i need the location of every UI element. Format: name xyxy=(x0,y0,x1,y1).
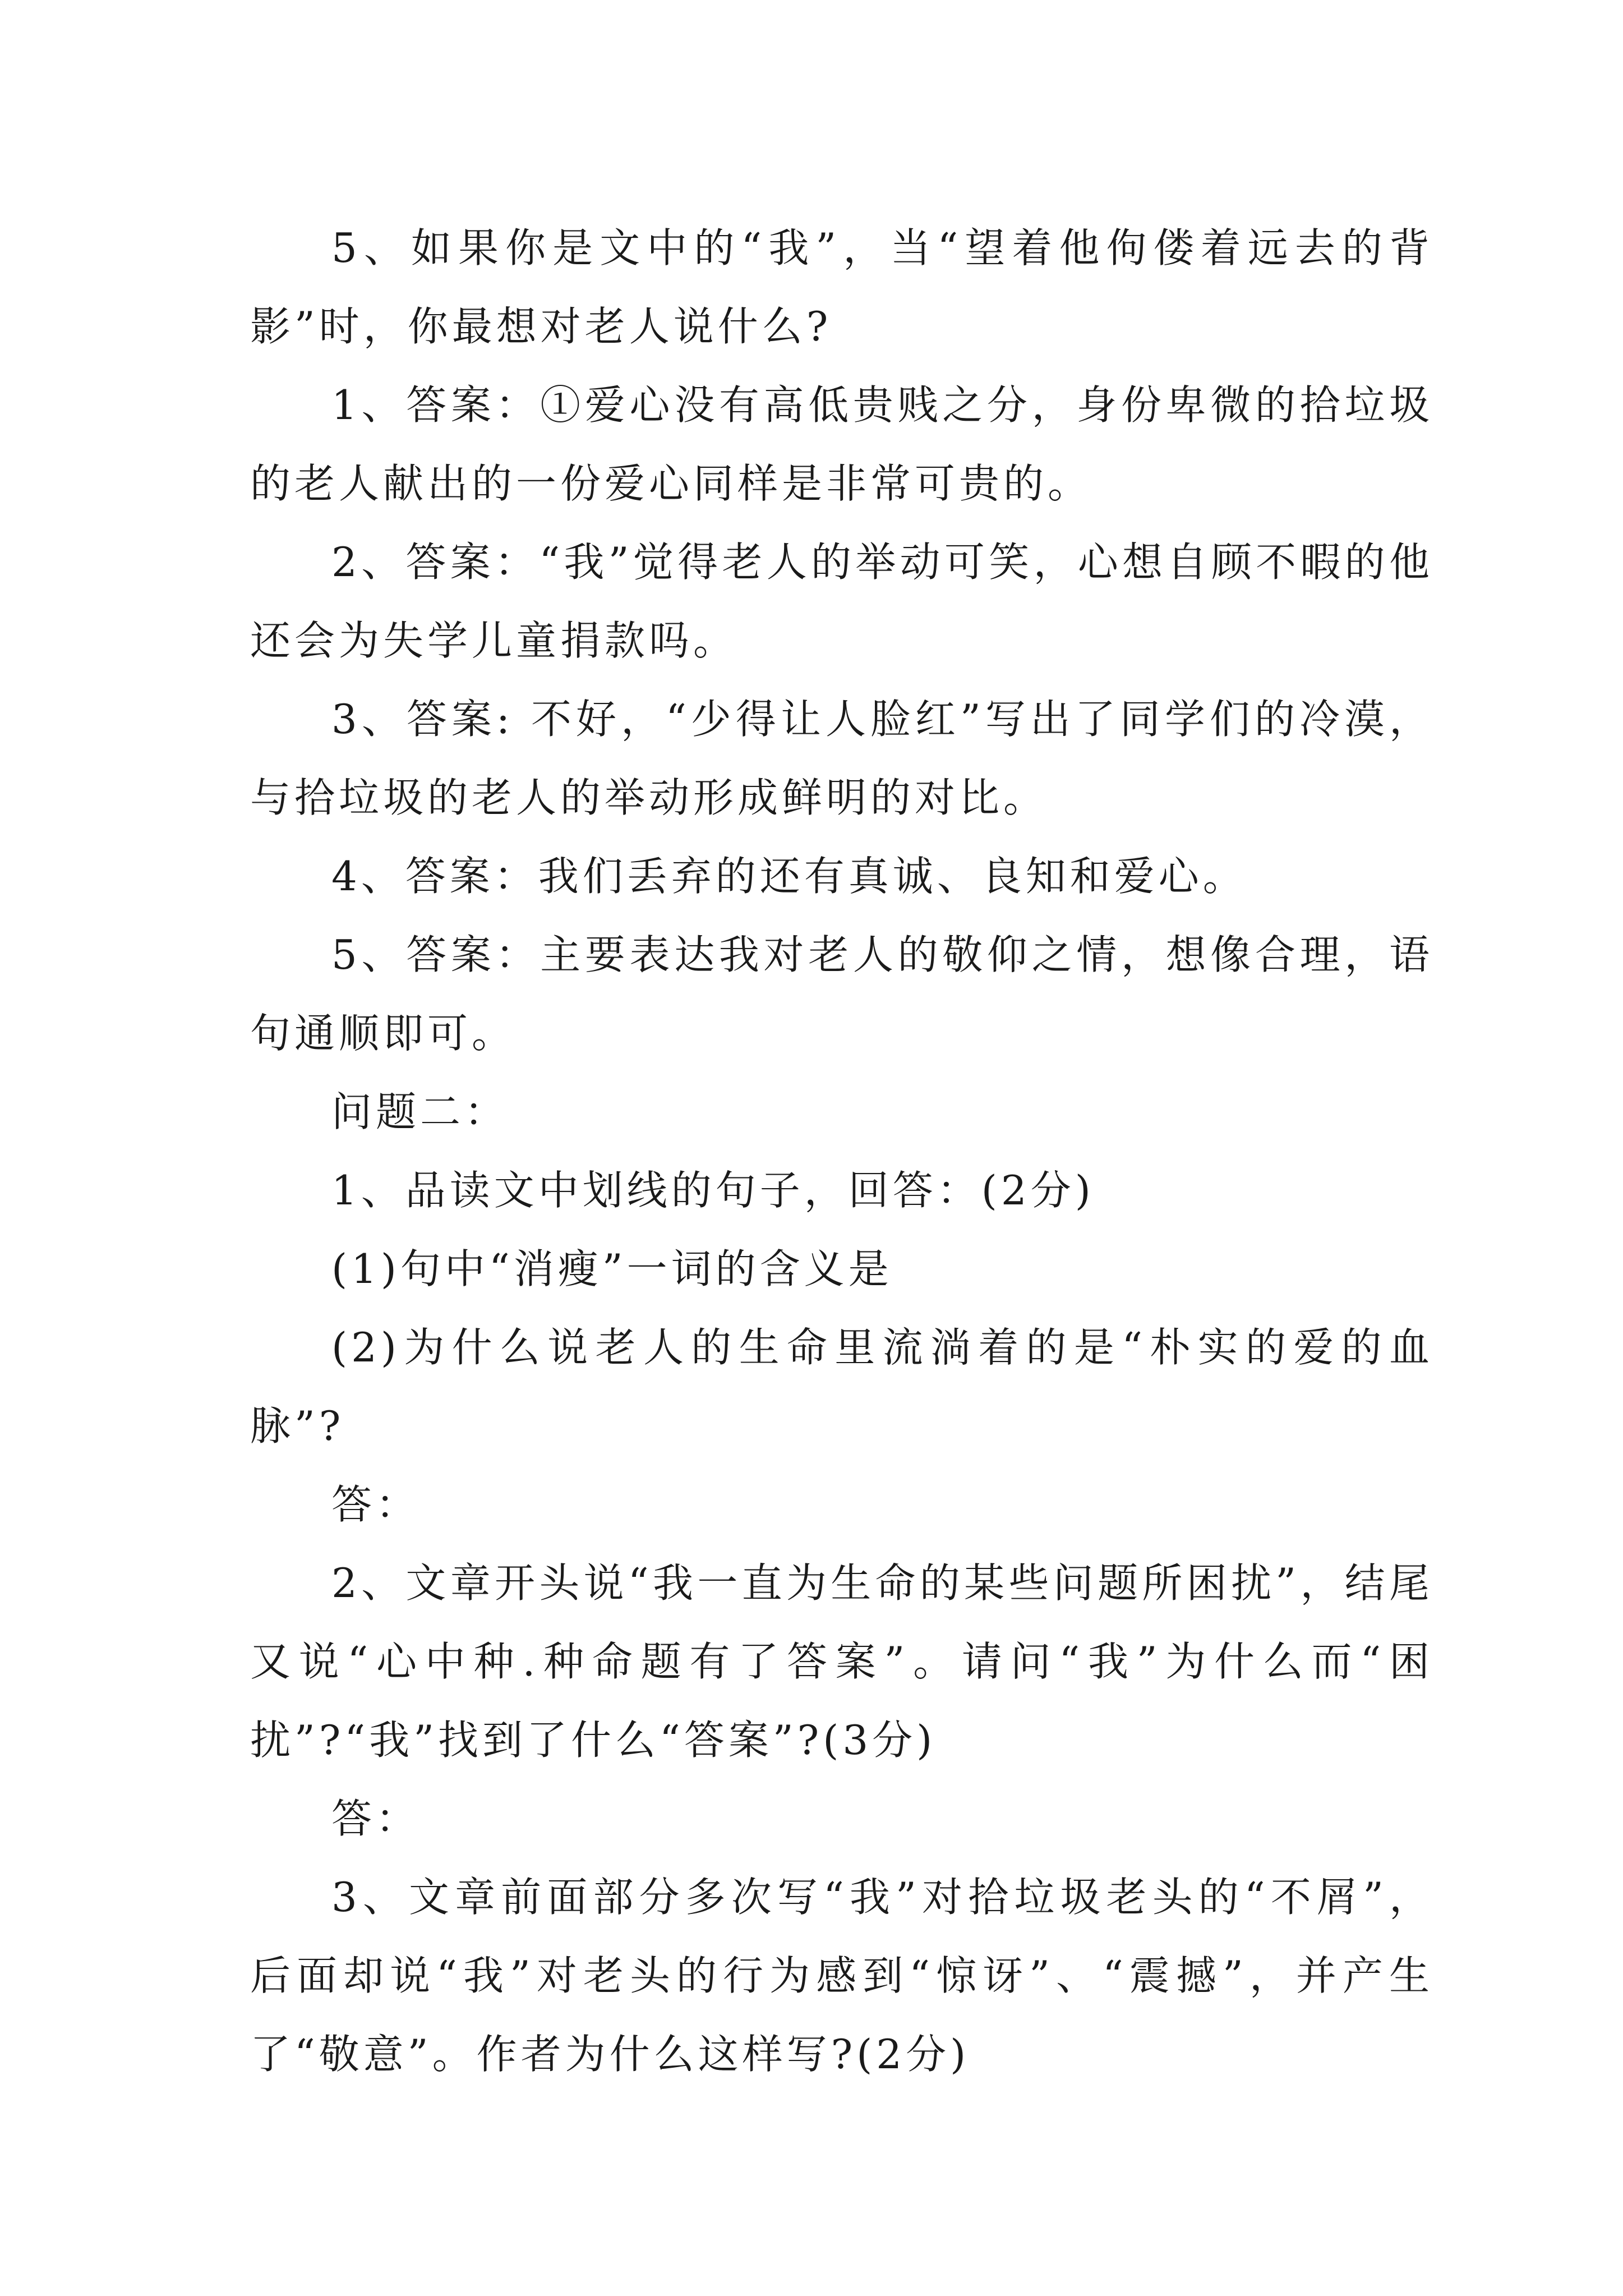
answer-blank-2: 答： xyxy=(331,1795,421,1842)
section-heading-problem-2: 问题二： xyxy=(331,1088,509,1135)
problem-2-question-1-part-2: (2)为什么说老人的生命里流淌着的是“朴实的爱的血脉”? xyxy=(250,1324,1433,1450)
question-5: 5、如果你是文中的“我”，当“望着他佝偻着远去的背影”时，你最想对老人说什么? xyxy=(250,224,1433,350)
answer-blank-1: 答： xyxy=(331,1481,421,1528)
answer-2: 2、答案：“我”觉得老人的举动可笑，心想自顾不暇的他还会为失学儿童捐款吗。 xyxy=(250,539,1433,664)
problem-2-question-2: 2、文章开头说“我一直为生命的某些问题所困扰”，结尾又说“心中种.种命题有了答案”。请问“我”为什么而“困扰”?“我”找到了什么“答案”?(3分) xyxy=(250,1559,1433,1764)
answer-5: 5、答案：主要表达我对老人的敬仰之情，想像合理，语句通顺即可。 xyxy=(250,931,1433,1057)
document-body xyxy=(250,209,1433,2093)
problem-2-question-3: 3、文章前面部分多次写“我”对拾垃圾老头的“不屑”，后面却说“我”对老头的行为感到“惊讶”、“震撼”，并产生了“敬意”。作者为什么这样写?(2分) xyxy=(250,1874,1433,2078)
problem-2-question-1-part-1: (1)句中“消瘦”一词的含义是 xyxy=(331,1245,893,1292)
problem-2-question-1: 1、品读文中划线的句子，回答：(2分) xyxy=(331,1167,1095,1214)
answer-4: 4、答案：我们丢弃的还有真诚、良知和爱心。 xyxy=(331,853,1247,900)
answer-1: 1、答案：①爱心没有高低贵贱之分，身份卑微的拾垃圾的老人献出的一份爱心同样是非常可贵的。 xyxy=(250,381,1433,507)
answer-3: 3、答案: 不好，“少得让人脸红”写出了同学们的冷漠，与拾垃圾的老人的举动形成鲜明的对比。 xyxy=(250,696,1433,821)
